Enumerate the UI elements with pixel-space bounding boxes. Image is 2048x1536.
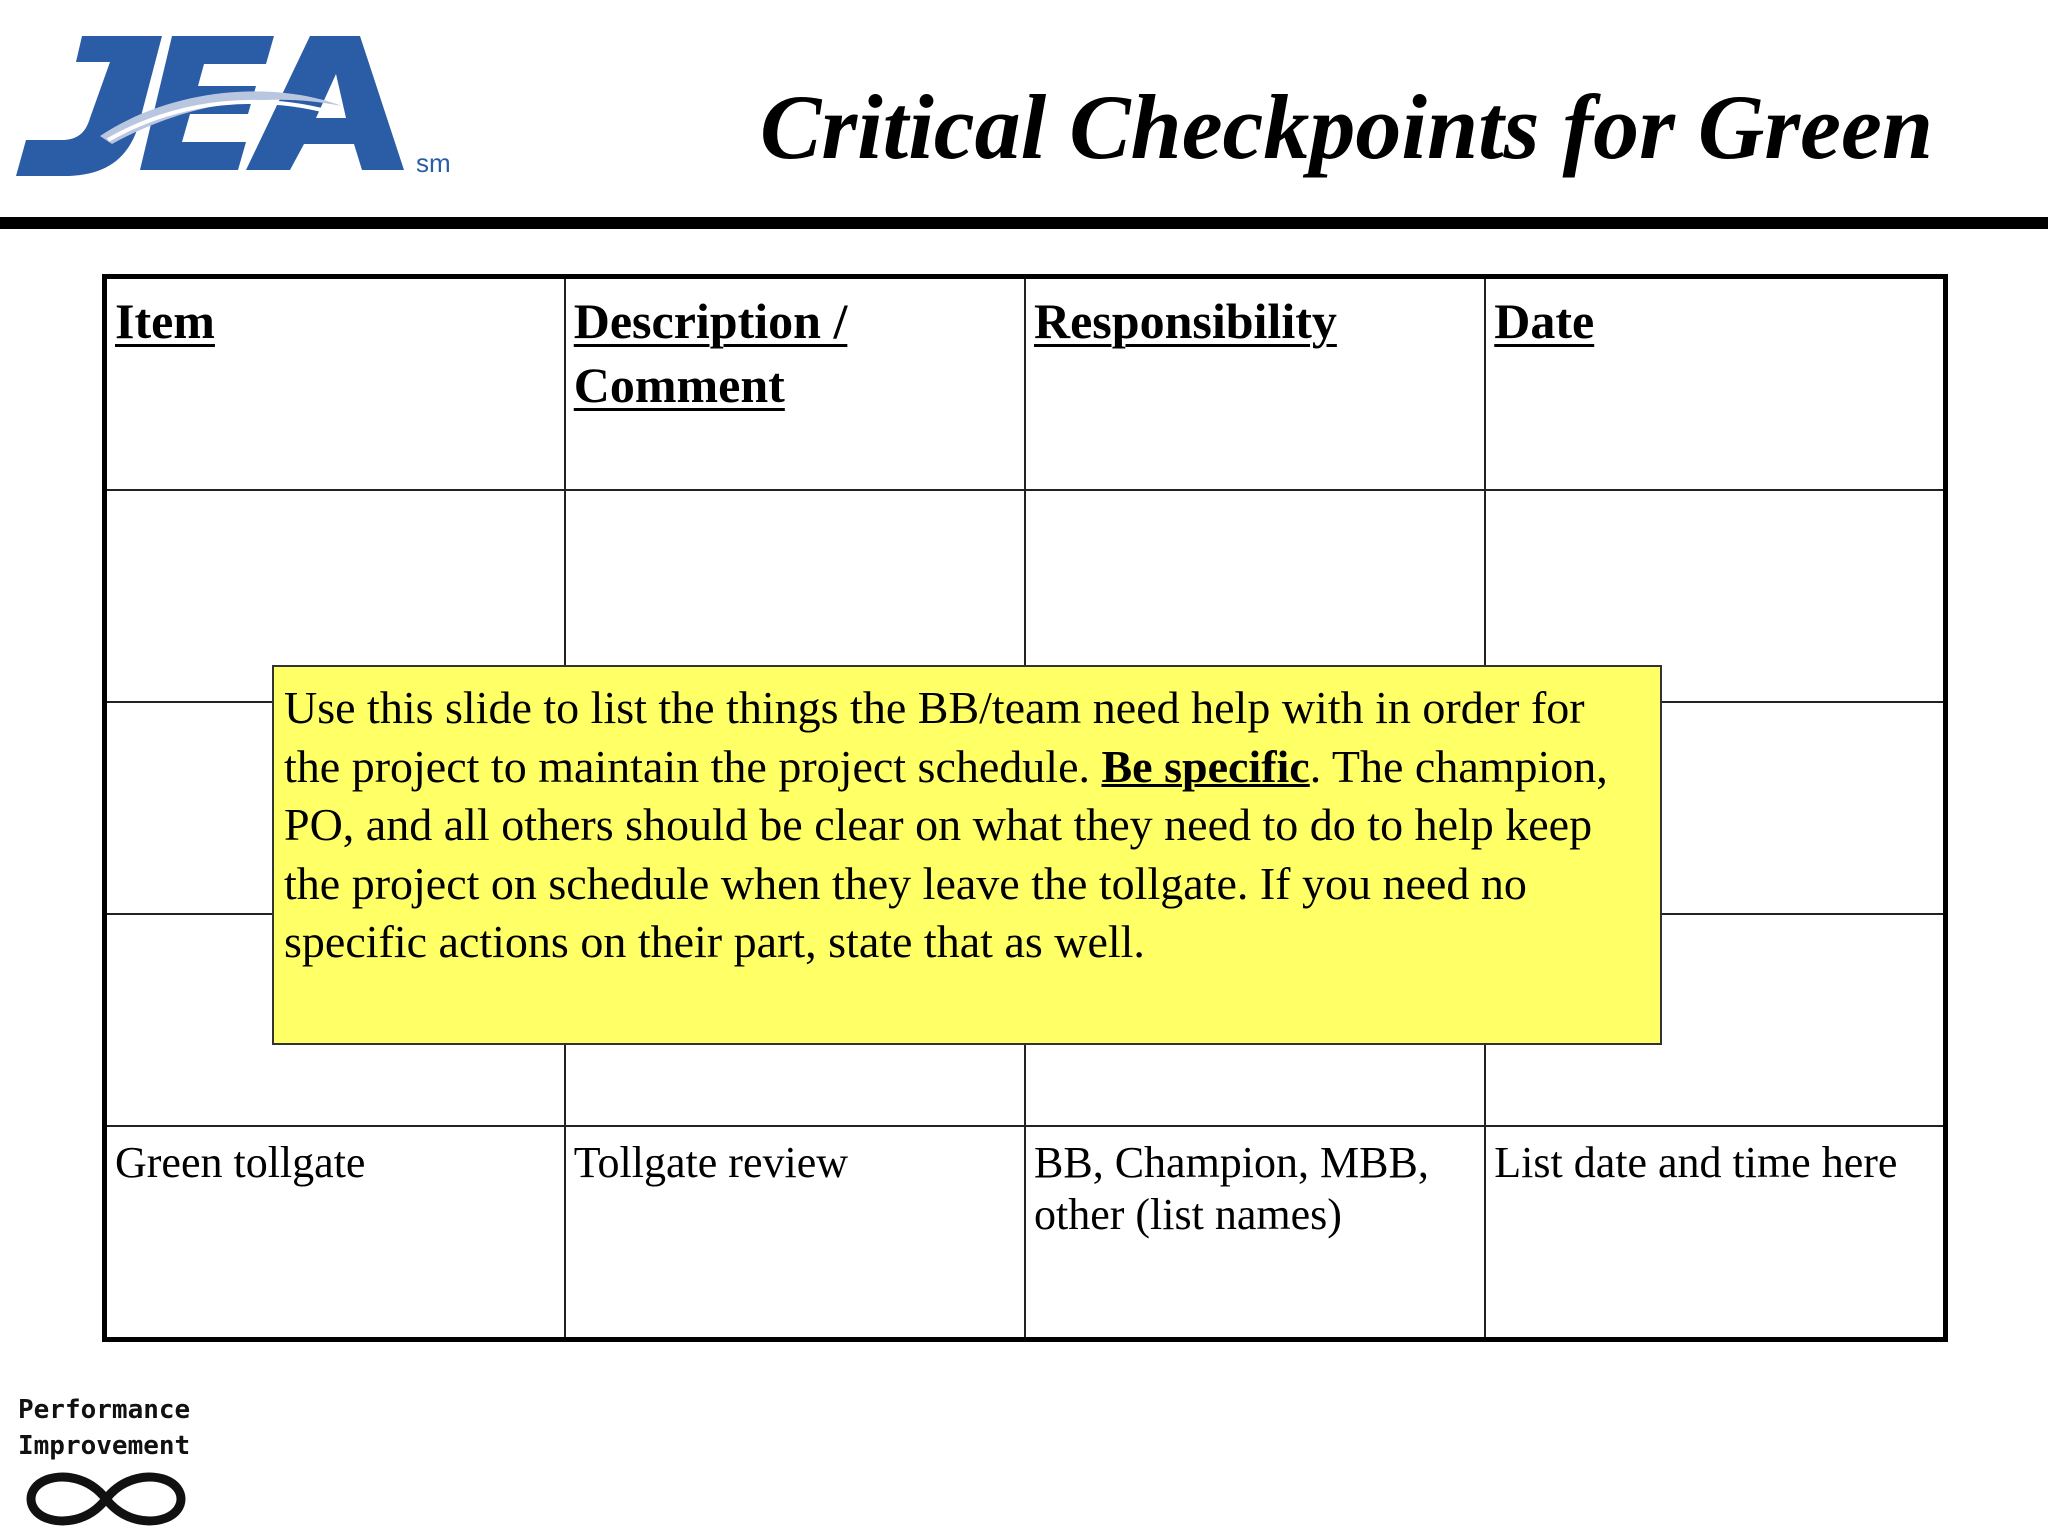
header-item: Item [105, 277, 565, 491]
title-divider [0, 217, 2048, 229]
note-emphasis: Be specific [1101, 740, 1310, 792]
cell-date: List date and time here [1485, 1126, 1945, 1340]
note-text-after: . The champion, PO, and all others should be clear on what they need to do to help keep the project on schedule when they leave the tollgate. If you need no specific actions on their part, state that as well. [284, 740, 1608, 967]
table-row [105, 1126, 1946, 1340]
page-title: Critical Checkpoints for Green [759, 76, 1933, 178]
cell-item: Green tollgate [105, 1126, 565, 1340]
performance-improvement-logo [18, 1392, 208, 1530]
infinity-icon [18, 1468, 194, 1530]
header-responsibility: Responsibility [1025, 277, 1485, 491]
cell-responsibility: BB, Champion, MBB, other (list names) [1025, 1126, 1485, 1340]
pi-logo-line1: Performance [18, 1395, 191, 1425]
header-date: Date [1485, 277, 1945, 491]
instruction-note [272, 665, 1662, 1045]
header-description: Description / Comment [565, 277, 1025, 491]
pi-logo-line2: Improvement [18, 1431, 191, 1461]
jea-logo [12, 28, 472, 188]
logo-service-mark: sm [416, 148, 451, 178]
cell-description: Tollgate review [565, 1126, 1025, 1340]
table-header-row [105, 277, 1946, 491]
note-text-before: Use this slide to list the things the BB/team need help with in order for the project to maintain the project schedule. [284, 682, 1585, 792]
